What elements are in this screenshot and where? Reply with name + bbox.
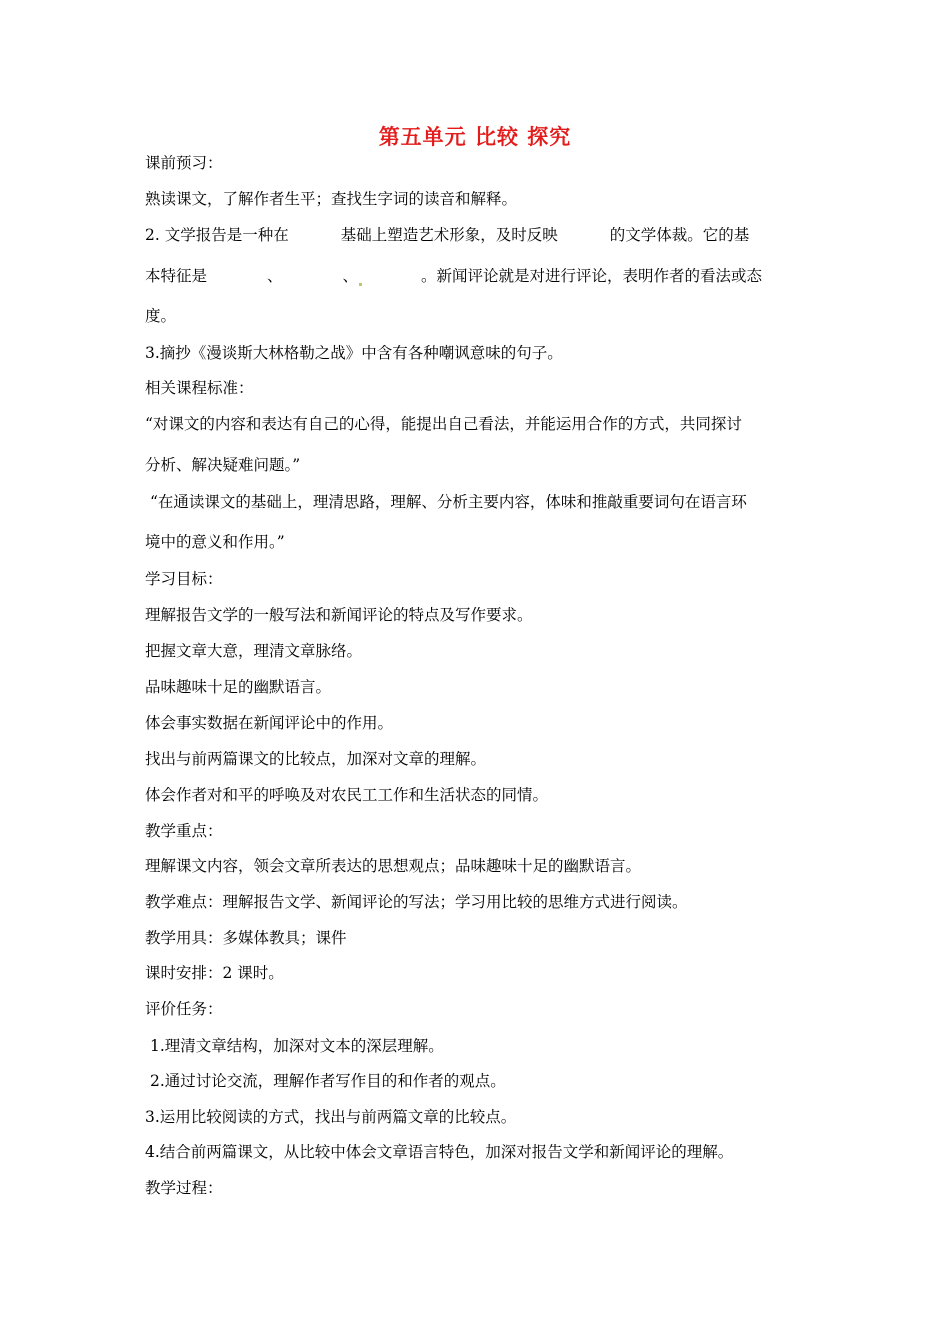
process-heading: 教学过程：	[145, 1179, 223, 1197]
standards-heading: 相关课程标准：	[145, 379, 254, 397]
task-item-3: 3.运用比较阅读的方式，找出与前两篇文章的比较点。	[145, 1108, 517, 1126]
preview-line-2-part-a: 2. 文学报告是一种在	[145, 226, 289, 244]
preview-line-3-part-b: 、	[267, 267, 283, 285]
hours-text: 课时安排：2 课时。	[145, 964, 284, 982]
preview-line-3-part-c: 、	[342, 267, 359, 285]
standards-quote-1b: 分析、解决疑难问题。”	[145, 456, 301, 474]
goal-item-4: 体会事实数据在新闻评论中的作用。	[145, 714, 394, 732]
goal-item-3: 品味趣味十足的幽默语言。	[145, 678, 332, 696]
preview-line-3	[145, 266, 762, 286]
preview-heading: 课前预习：	[145, 154, 223, 172]
standards-quote-2b: 境中的意义和作用。”	[145, 533, 285, 551]
task-item-2: 2.通过讨论交流，理解作者写作目的和作者的观点。	[150, 1072, 506, 1090]
goals-heading: 学习目标：	[145, 570, 223, 588]
tasks-heading: 评价任务：	[145, 1000, 223, 1018]
goal-item-5: 找出与前两篇课文的比较点，加深对文章的理解。	[145, 750, 487, 768]
focus-heading: 教学重点：	[145, 822, 223, 840]
goal-item-1: 理解报告文学的一般写法和新闻评论的特点及写作要求。	[145, 606, 533, 624]
task-item-4: 4.结合前两篇课文，从比较中体会文章语言特色，加深对报告文学和新闻评论的理解。	[145, 1143, 734, 1161]
difficulty-text: 教学难点：理解报告文学、新闻评论的写法；学习用比较的思维方式进行阅读。	[145, 893, 688, 911]
preview-line-5: 3.摘抄《漫谈斯大林格勒之战》中含有各种嘲讽意味的句子。	[145, 344, 563, 362]
speck-mark	[359, 283, 362, 286]
preview-line-2-part-b: 基础上塑造艺术形象，及时反映	[340, 226, 558, 244]
focus-text: 理解课文内容，领会文章所表达的思想观点；品味趣味十足的幽默语言。	[145, 857, 642, 875]
page-title: 第五单元 比较 探究	[378, 125, 572, 149]
preview-line-2	[145, 225, 749, 245]
preview-line-2-part-c: 的文学体裁。它的基	[609, 226, 750, 244]
preview-line-3-part-d: 。新闻评论就是对进行评论，表明作者的看法或态	[421, 267, 763, 285]
task-item-1: 1.理清文章结构，加深对文本的深层理解。	[150, 1037, 444, 1055]
goal-item-2: 把握文章大意，理清文章脉络。	[145, 642, 363, 660]
preview-line-3-part-a: 本特征是	[145, 267, 208, 285]
goal-item-6: 体会作者对和平的呼唤及对农民工工作和生活状态的同情。	[145, 786, 549, 804]
tools-text: 教学用具：多媒体教具；课件	[145, 929, 347, 947]
standards-quote-2a: “在通读课文的基础上，理清思路，理解、分析主要内容，体味和推敲重要词句在语言环	[150, 493, 747, 511]
standards-quote-1a: “对课文的内容和表达有自己的心得，能提出自己看法，并能运用合作的方式，共同探讨	[145, 415, 742, 433]
preview-line-1: 熟读课文，了解作者生平；查找生字词的读音和解释。	[145, 190, 518, 208]
preview-line-4: 度。	[145, 307, 177, 325]
